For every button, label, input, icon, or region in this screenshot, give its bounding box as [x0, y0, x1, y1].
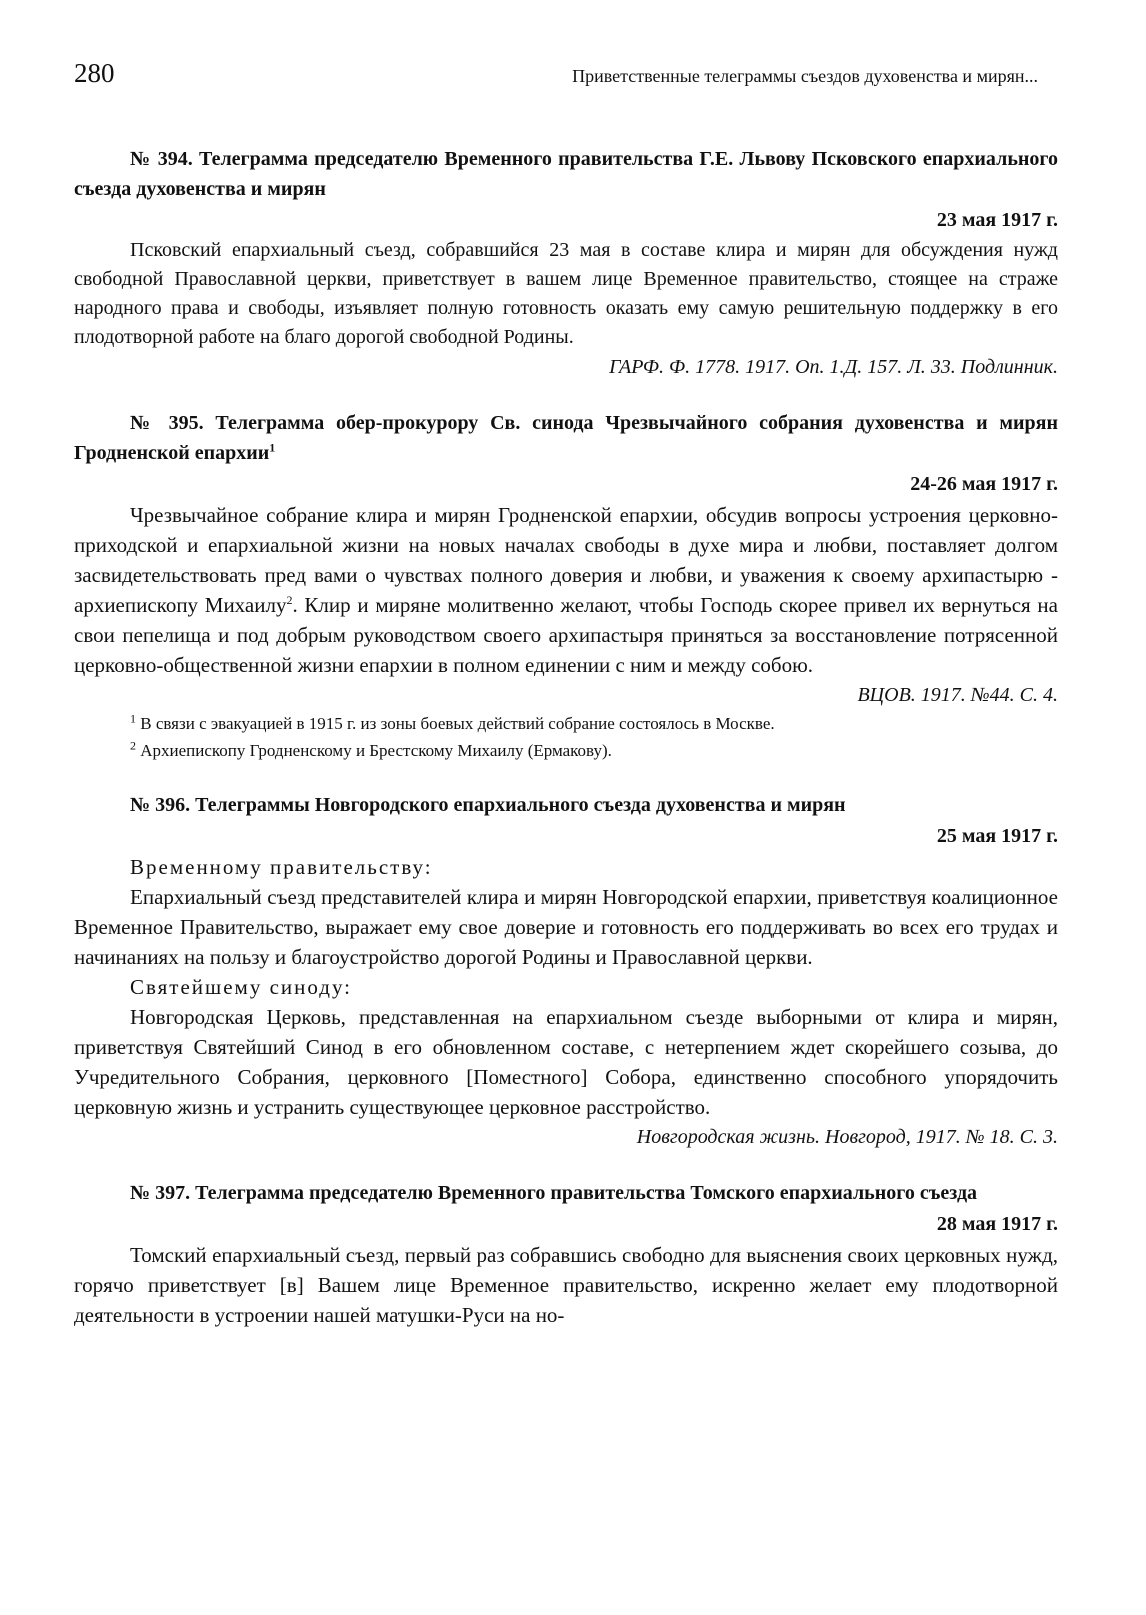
footnote-text: Архиепископу Гродненскому и Брестскому Михаилу (Ермакову). — [140, 741, 612, 760]
document-text: Томский епархиальный съезд, первый раз собравшись свободно для выяснения своих церковных нужд, горячо приветствует [в] Вашем лице Временное правительство, искренно желает ему плодотворной деятельности в устроении нашей матушки-Руси на но- — [74, 1243, 1058, 1327]
document-title: № 396. Телеграммы Новгородского епархиального съезда духовенства и мирян — [130, 794, 846, 816]
document-396 — [74, 790, 1058, 1152]
document-source: Новгородская жизнь. Новгород, 1917. № 18. С. 3. — [636, 1126, 1058, 1148]
document-page — [74, 58, 1058, 1330]
document-date: 25 мая 1917 г. — [936, 825, 1058, 847]
footnote-mark: 2 — [130, 738, 136, 753]
footnote-mark: 1 — [130, 711, 136, 726]
running-title: Приветственные телеграммы съездов духовенства и мирян... — [572, 66, 1038, 86]
document-text-part: Чрезвычайное собрание клира и мирян Гродненской епархии, обсудив вопросы устроения церковно-приходской и епархиальной жизни на новых началах свободы в духе мира и любви, поставляет долгом засвидетельствовать пред вами о чувствах полного доверия и любви, и уважения к своему архипастырю - архиепископу Михаилу — [74, 503, 1058, 617]
document-397 — [74, 1178, 1058, 1330]
addressee: Временному правительству: — [130, 855, 433, 879]
footnote — [74, 710, 1058, 737]
addressee: Святейшему синоду: — [130, 975, 353, 999]
footnote-text: В связи с эвакуацией в 1915 г. из зоны боевых действий собрание состоялось в Москве. — [140, 714, 775, 733]
running-head — [74, 58, 1058, 102]
document-source: ГАРФ. Ф. 1778. 1917. Оп. 1.Д. 157. Л. 33. Подлинник. — [609, 356, 1058, 378]
document-text: Епархиальный съезд представителей клира и мирян Новгородской епархии, приветствуя коалиционное Временное Правительство, выражает ему свое доверие и готовность его поддерживать во всех его трудах и начинаниях на пользу и благоустройство дорогой Родины и Православной церкви. — [74, 885, 1058, 969]
document-date: 24-26 мая 1917 г. — [910, 473, 1058, 495]
page-number: 280 — [74, 58, 115, 88]
document-text: Псковский епархиальный съезд, собравшийся 23 мая в составе клира и мирян для обсуждения нужд свободной Православной церкви, приветствует в вашем лице Временное правительство, стоящее на страже народного права и свободы, изъявляет полную готовность оказать ему самую решительную поддержку в его плодотворной работе на благо дорогой свободной Родины. — [74, 239, 1058, 348]
document-source: ВЦОВ. 1917. №44. С. 4. — [857, 684, 1058, 706]
document-date: 28 мая 1917 г. — [936, 1213, 1058, 1235]
document-text — [74, 500, 1058, 680]
document-title — [74, 408, 1058, 468]
document-395 — [74, 408, 1058, 764]
footnote-ref: 2 — [286, 593, 293, 607]
footnote-ref: 1 — [269, 440, 276, 455]
document-394 — [74, 144, 1058, 382]
document-text: Новгородская Церковь, представленная на епархиальном съезде выборными от клира и мирян, приветствуя Святейший Синод в его обновленном составе, с нетерпением ждет скорейшего созыва, до Учредительного Собрания, церковного [Поместного] Собора, единственно способного упорядочить церковную жизнь и устранить существующее церковное расстройство. — [74, 1005, 1058, 1119]
footnote — [74, 737, 1058, 764]
document-title: № 397. Телеграмма председателю Временного правительства Томского епархиального съезда — [130, 1182, 978, 1204]
document-text-part: . Клир и миряне молитвенно желают, чтобы Господь скорее привел их вернуться на свои пепелища и под добрым руководством своего архипастыря приняться за восстановление потрясенной церковно-общественной жизни епархии в полном единении с ним и между собою. — [74, 593, 1058, 677]
document-title: № 394. Телеграмма председателю Временного правительства Г.Е. Львову Псковского епархиального съезда духовенства и мирян — [74, 148, 1058, 200]
document-date: 23 мая 1917 г. — [936, 209, 1058, 231]
document-title-text: № 395. Телеграмма обер-прокурору Св. синода Чрезвычайного собрания духовенства и мирян Гродненской епархии — [74, 412, 1058, 464]
